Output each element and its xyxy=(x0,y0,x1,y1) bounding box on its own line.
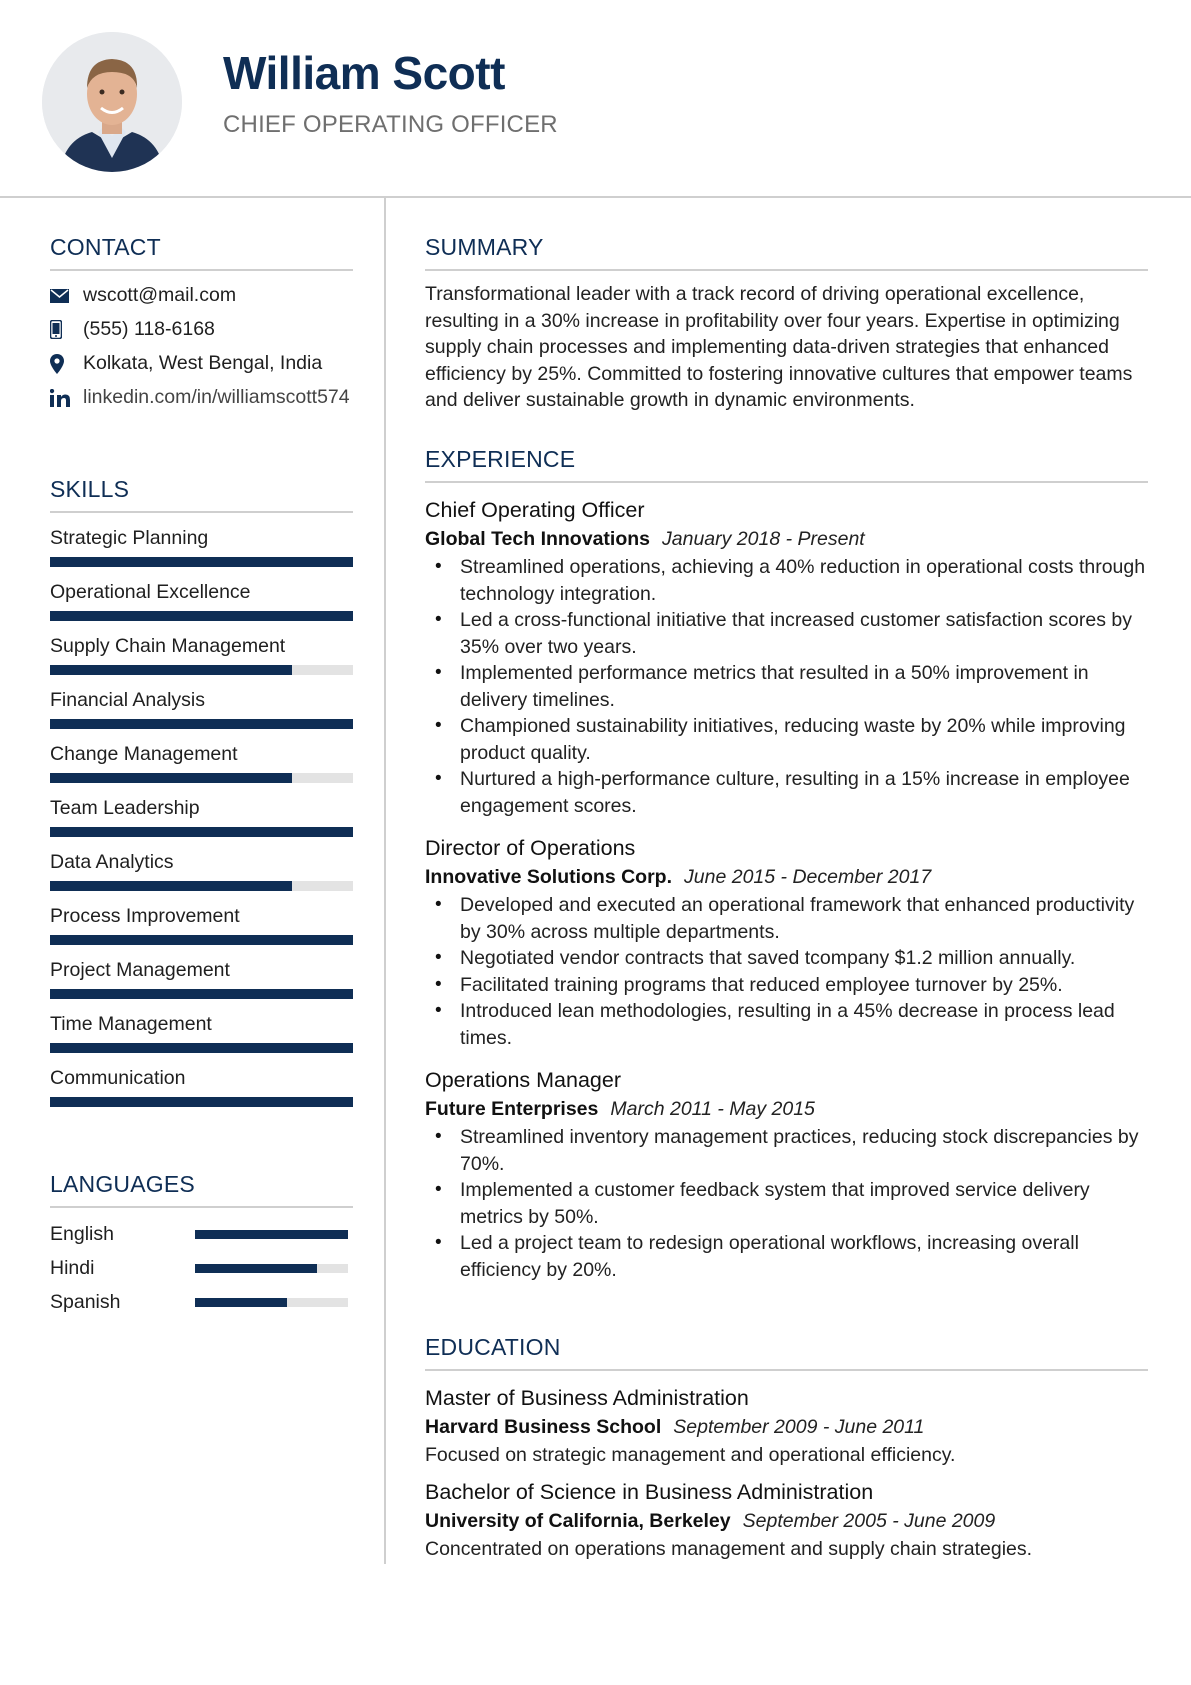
job-entry xyxy=(425,833,1148,1051)
languages-heading: LANGUAGES xyxy=(50,1171,353,1208)
job-title: Chief Operating Officer xyxy=(425,498,645,522)
job-bullet: • Streamlined operations, achieving a 40% reduction in operational costs through technology integration. xyxy=(425,554,1148,607)
contact-email[interactable] xyxy=(50,283,353,308)
education-section xyxy=(425,1334,1148,1563)
summary-heading: SUMMARY xyxy=(425,234,1148,271)
language-item xyxy=(50,1286,353,1319)
skill-item xyxy=(50,957,353,999)
education-dates: September 2009 - June 2011 xyxy=(673,1416,925,1438)
education-school: University of California, Berkeley xyxy=(425,1510,731,1532)
job-bullet: • Streamlined inventory management practices, reducing stock discrepancies by 70%. xyxy=(425,1124,1148,1177)
job-entry xyxy=(425,495,1148,819)
job-title: Director of Operations xyxy=(425,836,636,860)
skill-bar-track xyxy=(50,611,353,621)
skill-bar-track xyxy=(50,1043,353,1053)
skill-item xyxy=(50,903,353,945)
education-description: Concentrated on operations management and supply chain strategies. xyxy=(425,1538,1033,1560)
skill-name: Data Analytics xyxy=(50,851,174,873)
language-name: Spanish xyxy=(50,1291,121,1313)
job-bullet: • Implemented performance metrics that resulted in a 50% improvement in delivery timelines. xyxy=(425,660,1148,713)
skill-name: Operational Excellence xyxy=(50,581,251,603)
column-divider xyxy=(384,198,386,1564)
education-list xyxy=(425,1383,1148,1563)
education-description: Focused on strategic management and operational efficiency. xyxy=(425,1444,956,1466)
skill-name: Strategic Planning xyxy=(50,527,209,549)
job-bullet: • Led a cross-functional initiative that increased customer satisfaction scores by 35% over two years. xyxy=(425,607,1148,660)
map-pin-icon xyxy=(50,351,83,376)
skill-bar-track xyxy=(50,935,353,945)
contact-phone[interactable] xyxy=(50,317,353,342)
skill-name: Time Management xyxy=(50,1013,212,1035)
skill-bar-fill xyxy=(50,1097,353,1107)
language-bar-fill xyxy=(195,1230,348,1239)
skill-bar-fill xyxy=(50,773,292,783)
contact-section xyxy=(50,234,353,419)
job-bullets xyxy=(425,554,1148,819)
skill-item xyxy=(50,687,353,729)
job-dates: January 2018 - Present xyxy=(662,528,865,550)
language-item xyxy=(50,1218,353,1251)
skill-item xyxy=(50,579,353,621)
summary-section xyxy=(425,234,1148,414)
skill-bar-track xyxy=(50,773,353,783)
candidate-title: CHIEF OPERATING OFFICER xyxy=(223,111,558,138)
language-bar-track xyxy=(195,1230,348,1239)
skill-bar-fill xyxy=(50,665,292,675)
job-dates: June 2015 - December 2017 xyxy=(684,866,932,888)
skill-bar-fill xyxy=(50,827,353,837)
contact-heading: CONTACT xyxy=(50,234,353,271)
skill-item xyxy=(50,741,353,783)
resume-header xyxy=(0,0,1191,198)
language-item xyxy=(50,1252,353,1285)
education-entry xyxy=(425,1477,1148,1563)
languages-list xyxy=(50,1218,353,1319)
experience-section xyxy=(425,446,1148,1283)
skill-bar-track xyxy=(50,719,353,729)
job-title: Operations Manager xyxy=(425,1068,621,1092)
envelope-icon xyxy=(50,283,83,308)
contact-linkedin[interactable] xyxy=(50,385,353,410)
education-meta xyxy=(425,1413,1148,1441)
job-bullet: • Implemented a customer feedback system that improved service delivery metrics by 50%. xyxy=(425,1177,1148,1230)
skill-name: Supply Chain Management xyxy=(50,635,286,657)
skill-bar-track xyxy=(50,827,353,837)
skill-name: Team Leadership xyxy=(50,797,200,819)
skill-bar-track xyxy=(50,989,353,999)
language-bar-fill xyxy=(195,1264,317,1273)
skill-item xyxy=(50,1065,353,1107)
education-degree: Master of Business Administration xyxy=(425,1386,749,1410)
job-bullet: • Negotiated vendor contracts that saved tcompany $1.2 million annually. xyxy=(425,945,1148,972)
job-company: Future Enterprises xyxy=(425,1098,599,1120)
skill-item xyxy=(50,795,353,837)
skill-item xyxy=(50,849,353,891)
education-degree: Bachelor of Science in Business Administration xyxy=(425,1480,874,1504)
language-bar-track xyxy=(195,1264,348,1273)
language-name: English xyxy=(50,1223,114,1245)
language-bar-fill xyxy=(195,1298,287,1307)
job-meta xyxy=(425,1095,1148,1123)
skill-bar-fill xyxy=(50,719,353,729)
job-entry xyxy=(425,1065,1148,1283)
skill-bar-fill xyxy=(50,935,353,945)
job-bullet: • Facilitated training programs that reduced employee turnover by 25%. xyxy=(425,972,1148,999)
skill-bar-track xyxy=(50,557,353,567)
skill-name: Financial Analysis xyxy=(50,689,205,711)
skill-bar-fill xyxy=(50,989,353,999)
skill-bar-track xyxy=(50,665,353,675)
job-bullets xyxy=(425,892,1148,1051)
experience-heading: EXPERIENCE xyxy=(425,446,1148,483)
languages-section xyxy=(50,1171,353,1319)
job-bullet: • Championed sustainability initiatives, reducing waste by 20% while improving product quality. xyxy=(425,713,1148,766)
job-bullet: • Developed and executed an operational framework that enhanced productivity by 30% across multiple departments. xyxy=(425,892,1148,945)
language-name: Hindi xyxy=(50,1257,95,1279)
job-bullet: • Led a project team to redesign operational workflows, increasing overall efficiency by 20%. xyxy=(425,1230,1148,1283)
job-company: Global Tech Innovations xyxy=(425,528,650,550)
skill-item xyxy=(50,1011,353,1053)
language-bar-track xyxy=(195,1298,348,1307)
job-bullet: • Nurtured a high-performance culture, resulting in a 15% increase in employee engagement scores. xyxy=(425,766,1148,819)
summary-text: Transformational leader with a track record of driving operational excellence, resulting in a 30% increase in profitability over four years. Expertise in optimizing supply chain processes and implementing data-driven strategies that enhanced efficiency by 25%. Committed to fostering innovative cultures that empower teams and deliver sustainable growth in dynamic environments. xyxy=(425,283,1133,411)
profile-photo xyxy=(42,32,182,172)
skills-heading: SKILLS xyxy=(50,476,353,513)
phone-icon xyxy=(50,317,83,342)
skills-list xyxy=(50,525,353,1107)
job-meta xyxy=(425,863,1148,891)
skill-item xyxy=(50,525,353,567)
job-bullets xyxy=(425,1124,1148,1283)
job-bullet: • Introduced lean methodologies, resulting in a 45% decrease in process lead times. xyxy=(425,998,1148,1051)
skills-section xyxy=(50,476,353,1107)
job-dates: March 2011 - May 2015 xyxy=(610,1098,815,1120)
education-dates: September 2005 - June 2009 xyxy=(742,1510,996,1532)
avatar xyxy=(42,32,182,172)
contact-linkedin-text[interactable]: linkedin.com/in/williamscott574 xyxy=(83,386,350,408)
skill-item xyxy=(50,633,353,675)
skill-bar-fill xyxy=(50,881,292,891)
skill-bar-fill xyxy=(50,611,353,621)
jobs-list xyxy=(425,495,1148,1283)
education-school: Harvard Business School xyxy=(425,1416,662,1438)
skill-name: Communication xyxy=(50,1067,186,1089)
skill-name: Change Management xyxy=(50,743,238,765)
linkedin-icon xyxy=(50,385,83,410)
candidate-name: William Scott xyxy=(223,47,505,99)
job-company: Innovative Solutions Corp. xyxy=(425,866,673,888)
contact-location-text: Kolkata, West Bengal, India xyxy=(83,352,323,374)
contact-phone-text: (555) 118-6168 xyxy=(83,318,215,340)
contact-location xyxy=(50,351,353,376)
skill-bar-track xyxy=(50,1097,353,1107)
education-heading: EDUCATION xyxy=(425,1334,1148,1371)
education-entry xyxy=(425,1383,1148,1469)
job-meta xyxy=(425,525,1148,553)
skill-name: Project Management xyxy=(50,959,230,981)
education-meta xyxy=(425,1507,1148,1535)
skill-bar-track xyxy=(50,881,353,891)
contact-email-text: wscott@mail.com xyxy=(83,284,237,306)
skill-bar-fill xyxy=(50,557,353,567)
skill-name: Process Improvement xyxy=(50,905,240,927)
skill-bar-fill xyxy=(50,1043,353,1053)
